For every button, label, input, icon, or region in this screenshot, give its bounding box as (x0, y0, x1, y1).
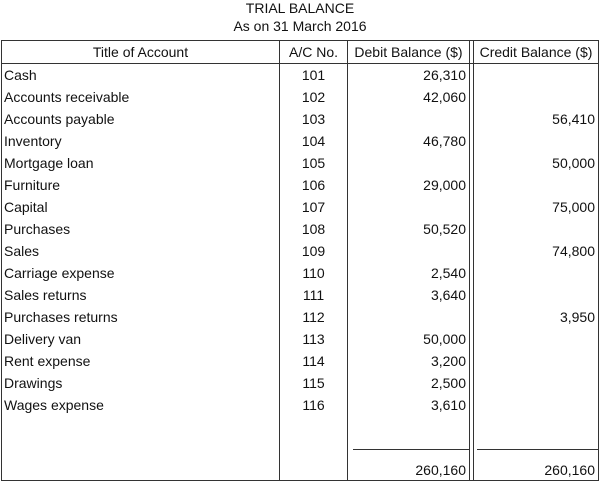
credit-total: 260,160 (544, 462, 595, 478)
debit-balance: 50,520 (423, 221, 466, 237)
account-number: 101 (301, 67, 326, 83)
credit-balance: 56,410 (552, 111, 595, 127)
debit-balance: 26,310 (423, 67, 466, 83)
table-row (2, 152, 598, 174)
debit-balance: 3,200 (430, 353, 466, 369)
credit-balance (474, 86, 595, 108)
table-row (2, 306, 598, 328)
table-row (2, 328, 598, 350)
account-number: 114 (302, 353, 325, 369)
debit-balance (348, 306, 466, 328)
debit-total: 260,160 (415, 462, 466, 478)
credit-balance (474, 328, 595, 350)
debit-balance (348, 152, 466, 174)
account-name: Wages expense (4, 397, 104, 413)
debit-balance (348, 196, 466, 218)
debit-balance: 29,000 (423, 177, 466, 193)
credit-balance (474, 262, 595, 284)
header-title-of-account: Title of Account (92, 44, 189, 60)
credit-balance (474, 64, 595, 86)
trial-balance-table (1, 40, 599, 481)
debit-balance: 42,060 (423, 89, 466, 105)
account-name: Mortgage loan (4, 155, 94, 171)
debit-balance (348, 108, 466, 130)
account-number: 110 (302, 265, 325, 281)
table-row (2, 64, 598, 86)
header-ac-no: A/C No. (288, 44, 338, 60)
account-number: 113 (302, 331, 325, 347)
account-number: 115 (302, 375, 325, 391)
account-number: 107 (301, 199, 326, 215)
credit-balance: 50,000 (552, 155, 595, 171)
credit-balance (474, 218, 595, 240)
credit-total-rule (477, 449, 598, 450)
account-number: 104 (301, 133, 326, 149)
table-header (2, 41, 598, 64)
account-number: 108 (301, 221, 326, 237)
account-number: 116 (302, 397, 325, 413)
credit-balance (474, 372, 595, 394)
account-number: 112 (302, 309, 325, 325)
credit-balance (474, 394, 595, 416)
header-credit-balance: Credit Balance ($) (479, 44, 593, 60)
account-name: Drawings (4, 375, 63, 391)
table-row (2, 108, 598, 130)
debit-balance: 2,540 (430, 265, 466, 281)
table-body (2, 64, 598, 416)
table-row (2, 240, 598, 262)
account-name: Delivery van (4, 331, 82, 347)
debit-balance (348, 240, 466, 262)
credit-balance (474, 130, 595, 152)
account-number: 106 (301, 177, 326, 193)
debit-balance: 46,780 (423, 133, 466, 149)
credit-balance (474, 284, 595, 306)
document-title: TRIAL BALANCE (245, 0, 355, 16)
account-name: Accounts payable (4, 111, 115, 127)
credit-balance (474, 174, 595, 196)
credit-balance: 75,000 (552, 199, 595, 215)
account-name: Sales (4, 243, 40, 259)
table-row (2, 262, 598, 284)
account-name: Capital (4, 199, 48, 215)
document-subtitle: As on 31 March 2016 (233, 18, 367, 34)
debit-balance: 3,640 (430, 287, 466, 303)
table-row (2, 284, 598, 306)
table-row (2, 130, 598, 152)
debit-balance: 2,500 (430, 375, 466, 391)
table-row (2, 372, 598, 394)
credit-balance: 74,800 (552, 243, 595, 259)
debit-total-rule (353, 449, 469, 450)
account-number: 102 (301, 89, 326, 105)
account-name: Purchases (4, 221, 71, 237)
account-name: Purchases returns (4, 309, 118, 325)
table-row (2, 350, 598, 372)
account-name: Rent expense (4, 353, 91, 369)
header-debit-balance: Debit Balance ($) (354, 44, 463, 60)
account-number: 111 (302, 287, 325, 303)
debit-balance: 50,000 (423, 331, 466, 347)
account-name: Inventory (4, 133, 62, 149)
account-name: Sales returns (4, 287, 87, 303)
credit-balance (474, 350, 595, 372)
debit-balance: 3,610 (430, 397, 466, 413)
table-row (2, 174, 598, 196)
table-row (2, 394, 598, 416)
credit-balance: 3,950 (559, 309, 595, 325)
account-name: Furniture (4, 177, 61, 193)
table-row (2, 218, 598, 240)
table-row (2, 196, 598, 218)
account-name: Carriage expense (4, 265, 115, 281)
table-row (2, 86, 598, 108)
account-name: Cash (4, 67, 37, 83)
account-number: 105 (301, 155, 326, 171)
account-number: 103 (301, 111, 326, 127)
account-number: 109 (301, 243, 326, 259)
account-name: Accounts receivable (4, 89, 130, 105)
